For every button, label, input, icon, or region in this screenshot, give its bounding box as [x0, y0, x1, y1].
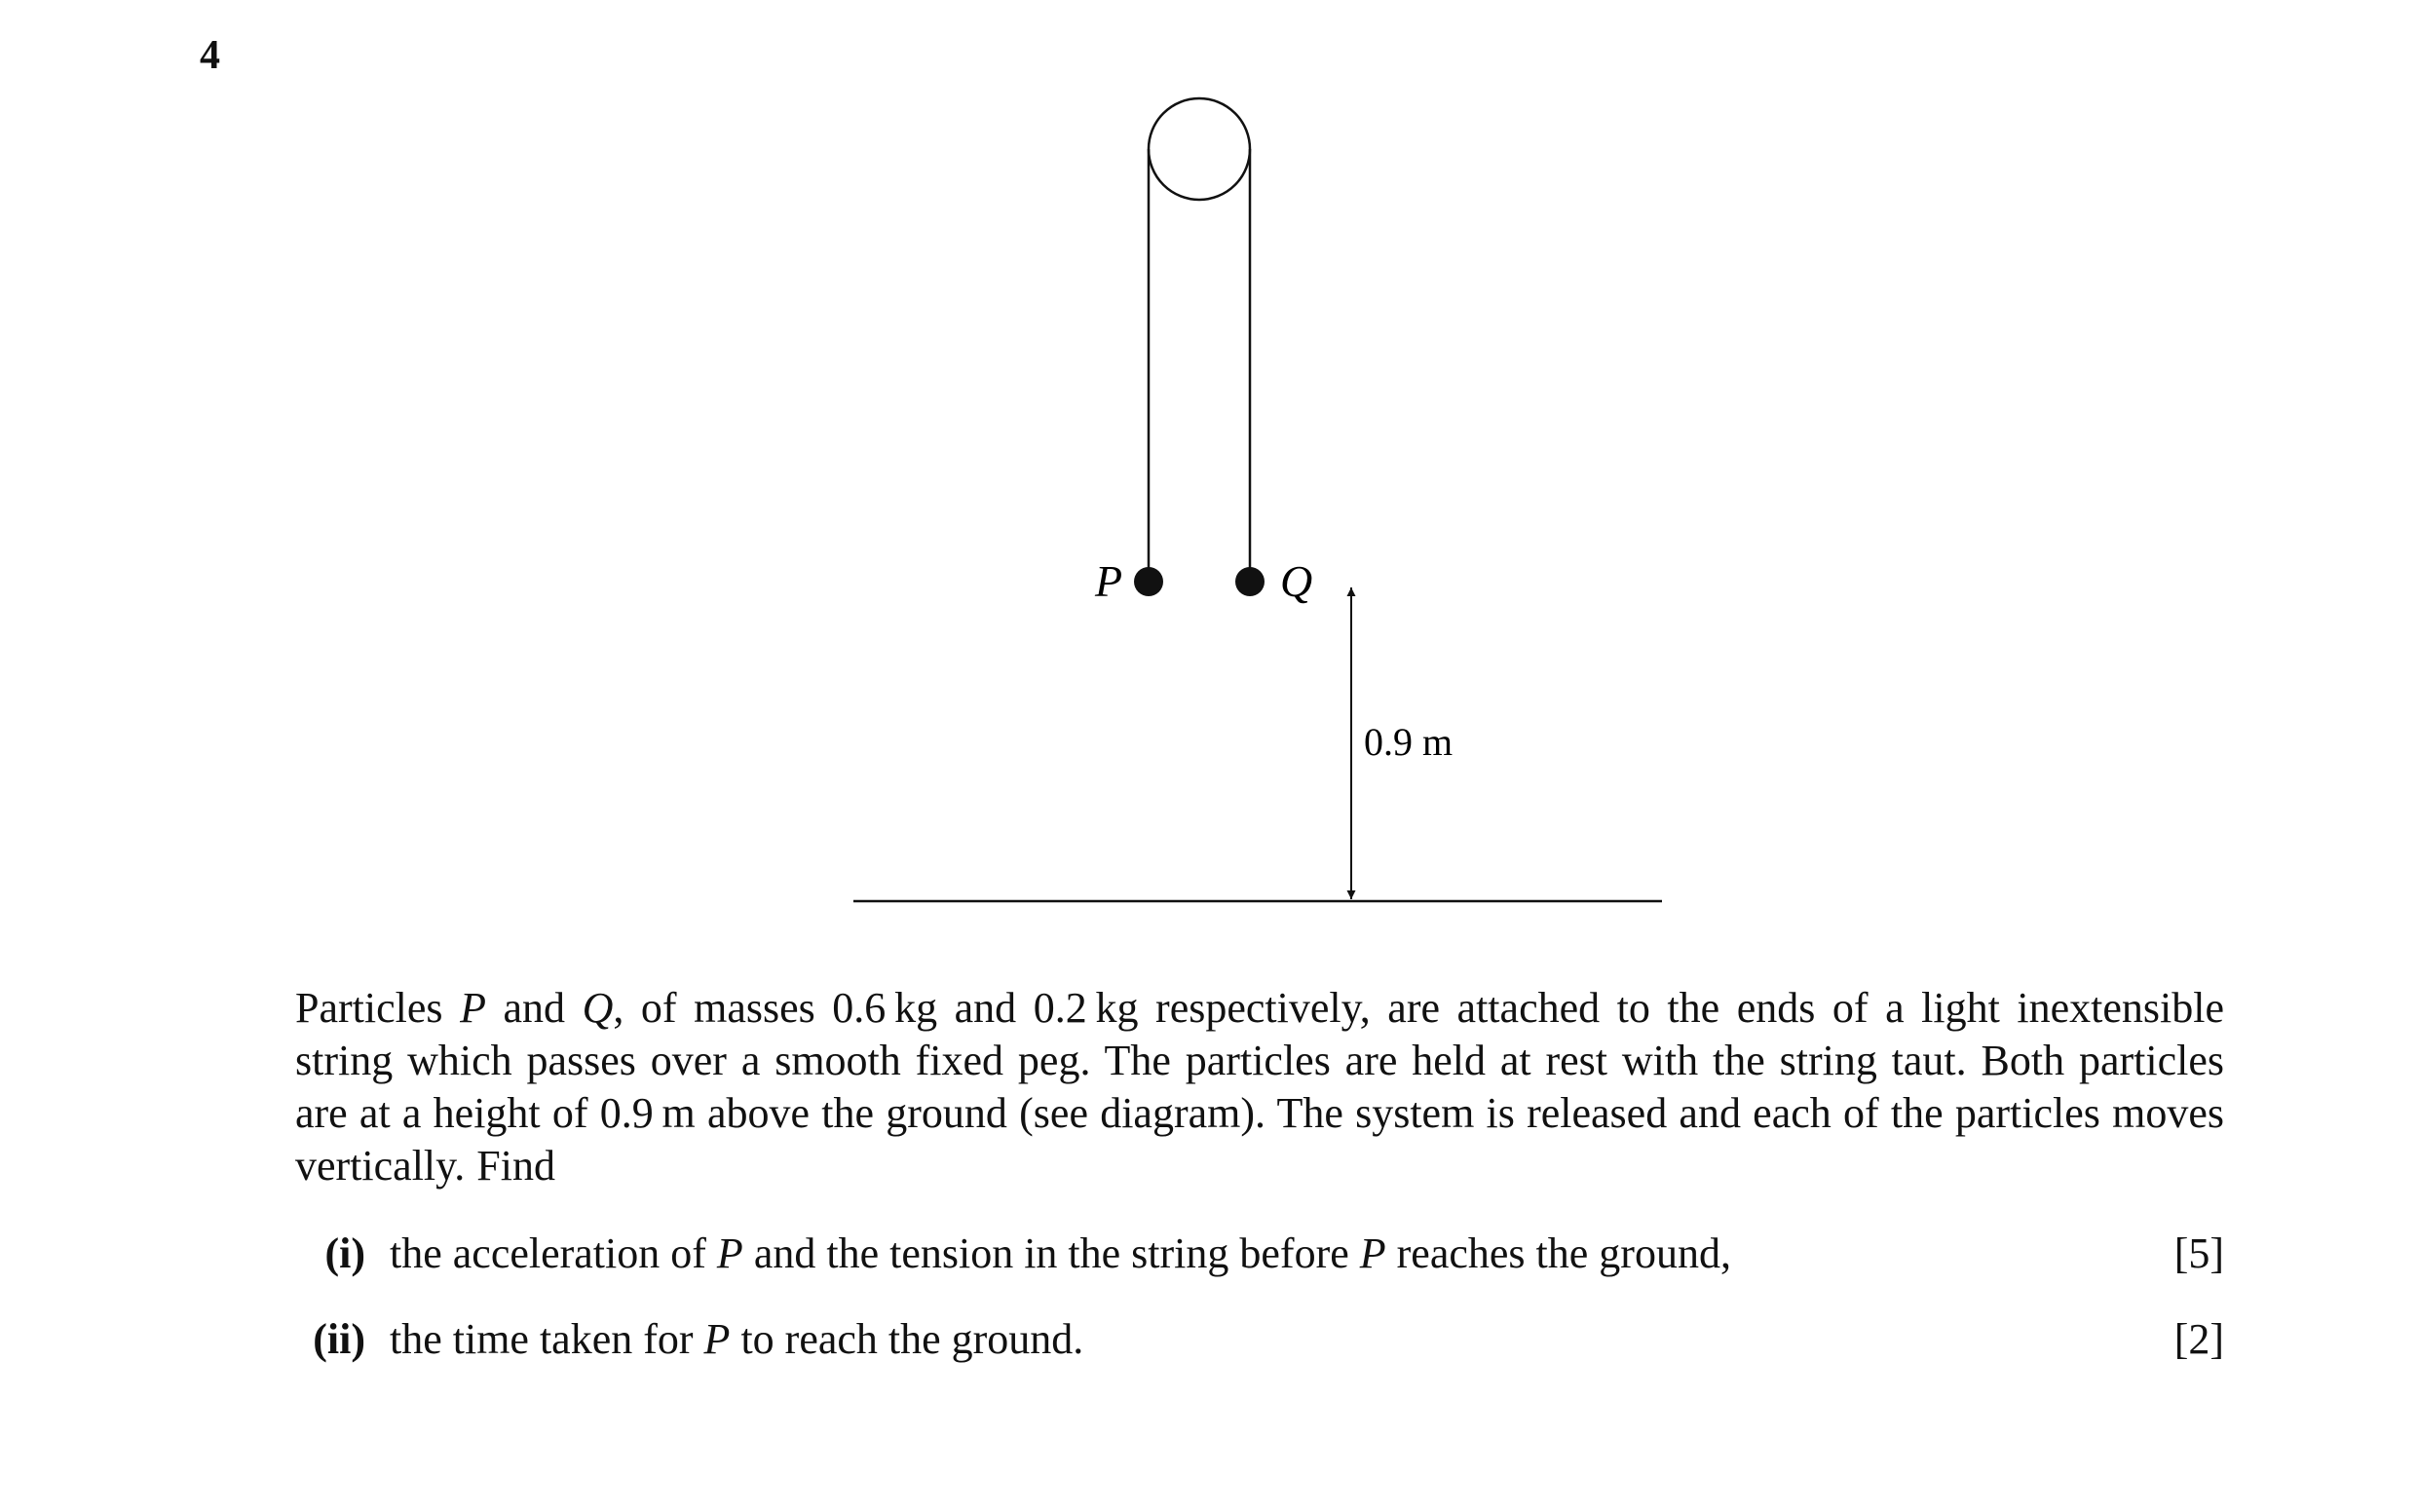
part-marks: [5] — [2173, 1229, 2224, 1277]
var-p: P — [460, 984, 486, 1032]
part-label: (i) — [324, 1229, 365, 1277]
question-number: 4 — [200, 33, 220, 78]
var-q: Q — [582, 984, 614, 1032]
height-label: 0.9 m — [1364, 720, 1454, 764]
label-q: Q — [1280, 556, 1313, 606]
particle-q — [1235, 567, 1265, 596]
question-stem: Particles P and Q, of masses 0.6 kg and 0.2 kg respectively, are attached to the ends of a light inextensible string which passes over a smooth fixed peg. The particles are held at rest with the string taut. Both particles are at a height of 0.9 m above the ground (see diagram). The system is released and each of the particles moves vertically. Find — [295, 984, 2225, 1190]
part-text: the time taken for P to reach the ground. — [390, 1315, 1084, 1363]
peg-circle — [1149, 98, 1250, 200]
particle-p — [1134, 567, 1163, 596]
part-marks: [2] — [2173, 1315, 2224, 1363]
part-text: the acceleration of P and the tension in the string before P reaches the ground, — [390, 1229, 1731, 1277]
part-label: (ii) — [313, 1315, 365, 1363]
part-ii — [295, 1310, 2224, 1369]
part-i — [295, 1225, 2224, 1283]
label-p: P — [1095, 556, 1123, 606]
